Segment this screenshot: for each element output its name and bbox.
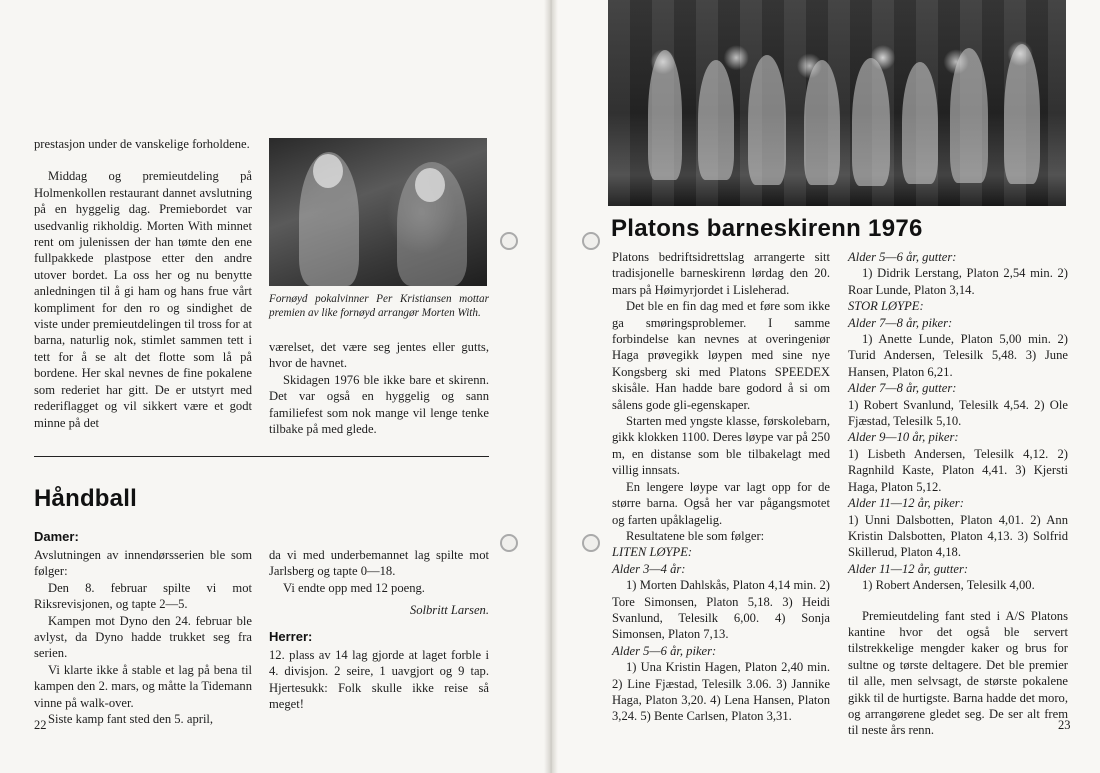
results-text: 1) Unni Dalsbotten, Platon 4,01. 2) Ann Kristin Dalsbotten, Platon 4,13. 3) Solfrid Skillerud, Platon 4,18. — [848, 512, 1068, 560]
left-column-two-bottom — [269, 547, 489, 619]
herrer-column — [269, 647, 489, 713]
damer-column — [34, 547, 252, 727]
results-text: 1) Una Kristin Hagen, Platon 2,40 min. 2) Line Fjæstad, Telesilk 3.06. 3) Jannike Haga, Platon 3,20. 4) Lena Hansen, Platon 3,24. 5) Bente Carlsen, Platon 3,31. — [612, 660, 830, 724]
herrer-heading: Herrer: — [269, 629, 313, 644]
paragraph: værelset, det være seg jentes eller gutts, hvor de havnet. — [269, 340, 489, 371]
paragraph: Vi endte opp med 12 poeng. — [283, 580, 425, 595]
results-class: Alder 3—4 år: — [612, 561, 686, 576]
results-heading: STOR LØYPE: — [848, 299, 924, 314]
paragraph: Kampen mot Dyno den 24. februar ble avlyst, da Dyno hadde trukket seg fra serien. — [34, 613, 252, 661]
paragraph: Skidagen 1976 ble ikke bare et skirenn. Det var også en hyggelig og sann familiefest som nok mange vil lenge tenke tilbake på med glede. — [269, 372, 489, 437]
right-column-one — [612, 249, 830, 725]
article-title: Platons barneskirenn 1976 — [611, 215, 923, 242]
results-text: 1) Robert Svanlund, Telesilk 4,54. 2) Ole Fjæstad, Telesilk 5,10. — [848, 397, 1068, 429]
paragraph: Starten med yngste klasse, førskolebarn, gikk klokken 1100. Deres løype var på 250 m, en distanse som ble tilbakelagt med villig innsats. — [612, 414, 830, 478]
closing-paragraph: Premieutdeling fant sted i A/S Platons kantine hvor det også ble servert tilstrekkelige mengder kaker og brus for sultne og tørste deltagere. Det ble premier til alle, men selvsagt, de største pokalene gikk til de hurtigste. Barna hadde det moro, og arrangørene gledet seg. De ser alt frem til neste års renn. — [848, 608, 1068, 738]
paragraph: Platons bedriftsidrettslag arrangerte sitt tradisjonelle barneskirenn lørdag den 20. mars på Høimyrjordet i Lisleherad. — [612, 250, 830, 297]
results-class: Alder 9—10 år, piker: — [848, 430, 959, 445]
results-class: Alder 5—6 år, piker: — [612, 643, 717, 658]
binder-hole — [500, 232, 518, 250]
damer-heading: Damer: — [34, 529, 79, 544]
paragraph: En lengere løype var lagt opp for de større barna. Også her var pågangsmotet og farten upåklagelig. — [612, 479, 830, 527]
paragraph: prestasjon under de vanskelige forholdene. — [34, 137, 250, 151]
paragraph: Siste kamp fant sted den 5. april, — [48, 712, 214, 727]
results-text: 1) Robert Andersen, Telesilk 4,00. — [862, 578, 1035, 593]
signature: Solbritt Larsen. — [409, 603, 489, 618]
children-group-photo — [608, 0, 1066, 206]
results-class: Alder 11—12 år, piker: — [848, 496, 964, 511]
binder-hole — [582, 232, 600, 250]
paragraph: Middag og premieutdeling på Holmenkollen restaurant dannet avslutning på en hyggelig dag. Premiebordet var usedvanlig rikholdig. Morten With minnet rent om julenissen der han tømte den ene fullpakkede plastpose etter den andre utover bordet. La oss her og nu benytte anledningen til å gi ham og hans frue vårt kompliment for den ro og sindighet de viste under premieutdelingen til tross for at barna, naturlig nok, stimlet sammen tett i tett for å se alt det flotte som lå på bordene. Her skal nevnes de fine pokalene som rederiet har gitt. De er utstyrt med rederiflagget og vil sikkert være et godt minne på det — [34, 169, 252, 430]
left-column-two-top — [269, 339, 489, 437]
left-column-top — [34, 136, 252, 431]
page-gutter — [544, 0, 558, 773]
results-text: 1) Morten Dahlskås, Platon 4,14 min. 2) Tore Simonsen, Platon 5,18. 3) Heidi Svanlund, Telesilk 6,00. 4) Sonja Simonsen, Platon 7,13. — [612, 578, 830, 642]
paragraph: Resultatene ble som følger: — [626, 528, 765, 543]
paragraph: Det ble en fin dag med et føre som ikke ga smøringsproblemer. I samme forbindelse kan nevnes at overingeniør Haga prøvegikk løypen med sine nye Kongsberg ski med Platons SPEEDEX skisåle. Han hadde bare godord å si om sålens gode gli-egenskaper. — [612, 299, 830, 412]
results-text: 1) Lisbeth Andersen, Telesilk 4,12. 2) Ragnhild Kaste, Platon 4,41. 3) Kjersti Haga, Platon 5,12. — [848, 446, 1068, 494]
results-class: Alder 7—8 år, piker: — [848, 315, 953, 330]
paragraph: Vi klarte ikke å stable et lag på bena til kampen den 2. mars, og måtte la Tidemann vinne på walk-over. — [34, 662, 252, 710]
award-photo — [269, 138, 487, 286]
binder-hole — [500, 534, 518, 552]
binder-hole — [582, 534, 600, 552]
results-class: Alder 11—12 år, gutter: — [848, 561, 969, 576]
photo-caption: Fornøyd pokalvinner Per Kristiansen mottar premien av like fornøyd arrangør Morten With. — [269, 293, 489, 319]
paragraph: Den 8. februar spilte vi mot Riksrevisjonen, og tapte 2—5. — [34, 580, 252, 612]
page-number-right: 23 — [1058, 718, 1071, 732]
results-heading: LITEN LØYPE: — [612, 545, 693, 560]
paragraph: 12. plass av 14 lag gjorde at laget forble i 4. divisjon. 2 seire, 1 uavgjort og 9 tap. Hjertesukk: Folk skulle ikke reise så meget! — [269, 648, 489, 712]
results-text: 1) Didrik Lerstang, Platon 2,54 min. 2) Roar Lunde, Platon 3,14. — [848, 266, 1068, 297]
results-class: Alder 7—8 år, gutter: — [848, 381, 957, 396]
right-column-two — [848, 249, 1068, 739]
paragraph: Avslutningen av innendørsserien ble som følger: — [34, 548, 252, 579]
paragraph: da vi med underbemannet lag spilte mot Jarlsberg og tapte 0—18. — [269, 548, 489, 579]
results-class: Alder 5—6 år, gutter: — [848, 250, 957, 264]
page-number-left: 22 — [34, 718, 47, 732]
section-title: Håndball — [34, 485, 137, 512]
results-text: 1) Anette Lunde, Platon 5,00 min. 2) Turid Andersen, Telesilk 5,48. 3) June Hansen, Platon 6,21. — [848, 332, 1068, 379]
section-divider — [34, 456, 489, 457]
